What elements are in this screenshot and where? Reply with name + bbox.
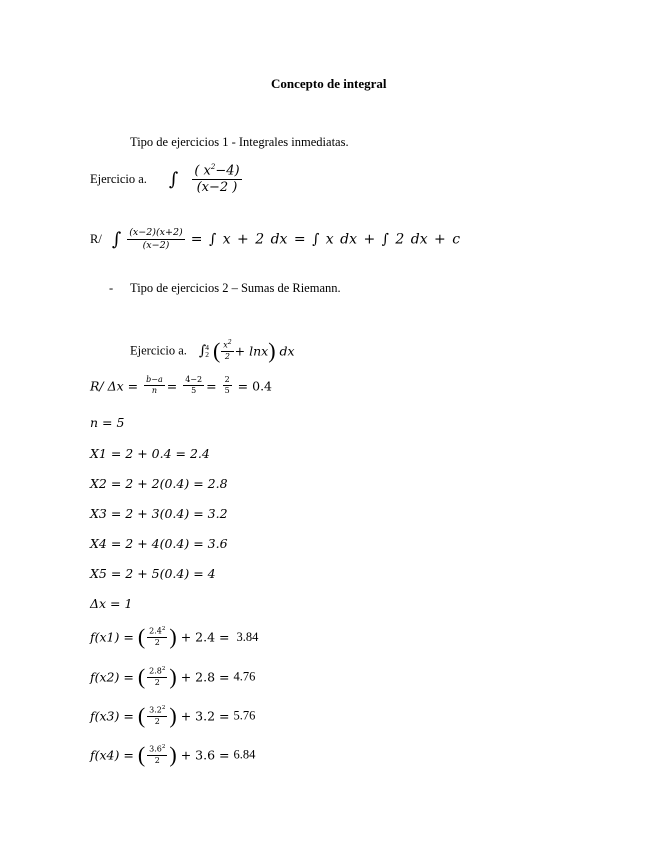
paren-open: (: [137, 664, 146, 689]
delta-x-result: = 0.4: [237, 378, 272, 394]
fraction-denominator: 2: [154, 755, 160, 765]
integral-limits: [205, 344, 209, 359]
integral-symbol: ∫: [198, 343, 207, 359]
exponent: 2: [161, 625, 166, 632]
x1-line: X1 = 2 + 0.4 = 2.4: [90, 446, 210, 461]
fx-lhs: f(x2) =: [90, 669, 134, 685]
exponent: 2: [161, 743, 166, 750]
fx2-line: [90, 664, 255, 690]
numerator-value: 2.8: [149, 666, 162, 676]
exercise-label: Ejercicio a.: [90, 171, 147, 186]
fx-fraction: [147, 706, 167, 726]
var-x: x: [203, 163, 211, 179]
fraction-numerator: 2: [223, 376, 232, 386]
delta-x-prefix: R/ Δx =: [90, 378, 139, 394]
fraction-denominator: 2: [154, 637, 160, 647]
fx-fraction: [147, 667, 167, 687]
solution-prefix: R/: [90, 231, 102, 246]
differential: dx: [279, 343, 295, 359]
fraction-4-minus-2: [183, 376, 204, 396]
fx-lhs: f(x4) =: [90, 747, 134, 763]
paren-close: ): [169, 664, 177, 689]
fraction-denominator: 5: [191, 386, 197, 396]
fx-lhs: f(x1) =: [90, 629, 134, 645]
exponent: 2: [227, 339, 232, 347]
numerator-value: 3.2: [149, 705, 162, 715]
fx4-line: [90, 742, 255, 768]
fraction-2-over-5: [223, 376, 232, 396]
fraction-denominator: 2: [154, 677, 160, 687]
fx1-line: [90, 624, 258, 650]
exercise-label: Ejercicio a.: [130, 343, 187, 358]
fraction-numerator: 4−2: [183, 376, 204, 386]
x5-line: X5 = 2 + 5(0.4) = 4: [90, 566, 216, 581]
fx-result: 5.76: [233, 708, 256, 723]
numerator-value: 2.4: [149, 626, 162, 636]
fx-rest: + 2.4 =: [180, 629, 230, 645]
fraction-denominator: n: [151, 386, 157, 396]
fraction-denominator: 5: [224, 386, 230, 396]
lower-limit: 2: [205, 350, 209, 359]
fraction-numerator: [147, 706, 167, 717]
solution-1-fraction: [127, 228, 185, 251]
paren-close: ): [169, 703, 177, 728]
exponent: 2: [161, 665, 166, 672]
fx-result: 4.76: [233, 669, 256, 684]
solution-1-steps: = ∫ x + 2 dx = ∫ x dx + ∫ 2 dx + c: [190, 231, 461, 248]
fraction-numerator: b−a: [144, 376, 165, 386]
fraction-denominator: 2: [154, 716, 160, 726]
section-heading-2: Tipo de ejercicios 2 – Sumas de Riemann.: [130, 281, 341, 295]
numerator-rest: −4: [215, 163, 235, 179]
paren-open: (: [137, 742, 146, 767]
exponent: 2: [161, 704, 166, 711]
fraction-denominator: (x−2): [142, 239, 170, 251]
x2-line: X2 = 2 + 2(0.4) = 2.8: [90, 476, 228, 491]
paren-open: (: [137, 703, 146, 728]
x4-line: X4 = 2 + 4(0.4) = 3.6: [90, 536, 228, 551]
fx-result: 6.84: [233, 747, 256, 762]
section-heading-1: Tipo de ejercicios 1 - Integrales inmediatas.: [130, 135, 349, 149]
var-x: x: [223, 340, 228, 350]
fx3-line: [90, 703, 255, 729]
fraction-b-minus-a: [144, 376, 165, 396]
upper-limit: 4: [205, 342, 209, 352]
exercise-2-rest: + lnx: [234, 343, 269, 359]
numerator-value: 3.6: [149, 744, 162, 754]
fraction-numerator: [147, 627, 167, 638]
paren-open: (: [212, 338, 221, 363]
fraction-numerator: [147, 745, 167, 756]
page-title: Concepto de integral: [271, 76, 387, 91]
fx-lhs: f(x3) =: [90, 708, 134, 724]
x3-line: X3 = 2 + 3(0.4) = 3.2: [90, 506, 228, 521]
fx-result: 3.84: [236, 629, 259, 644]
fx-rest: + 3.2 =: [180, 708, 230, 724]
paren-open: (: [137, 624, 146, 649]
exercise-2: [130, 338, 295, 364]
bullet-dash: -: [109, 281, 114, 295]
delta-x-one-line: Δx = 1: [90, 596, 133, 611]
fx-rest: + 2.8 =: [180, 669, 230, 685]
solution-1: [90, 228, 460, 251]
fx-rest: + 3.6 =: [180, 747, 230, 763]
exercise-2-fraction: [221, 340, 233, 361]
fraction-numerator: [192, 164, 241, 180]
fraction-numerator: [221, 340, 233, 352]
fraction-denominator: (x−2 ): [196, 179, 238, 195]
fx-fraction: [147, 745, 167, 765]
paren-close: ): [268, 338, 276, 363]
paren-close: ): [169, 624, 177, 649]
exponent: 2: [210, 163, 216, 171]
n-line: n = 5: [90, 415, 125, 430]
delta-x-line: R/ Δx = $\frac{b-a}{n}$ = $\frac{4-2}{5}$ = $\frac{2}{5}$ = 0.4: [90, 375, 272, 396]
integral-symbol: ∫: [168, 168, 179, 190]
fraction-numerator: (x−2)(x+2): [129, 227, 183, 238]
fraction-numerator: [147, 667, 167, 678]
paren-close: ): [169, 742, 177, 767]
paren-close: ): [234, 163, 240, 179]
fx-fraction: [147, 627, 167, 647]
exercise-1: [90, 164, 244, 195]
paren-open: (: [194, 163, 200, 179]
integral-symbol: ∫: [111, 228, 122, 250]
fraction-denominator: 2: [224, 352, 231, 362]
exercise-1-fraction: [192, 164, 241, 195]
